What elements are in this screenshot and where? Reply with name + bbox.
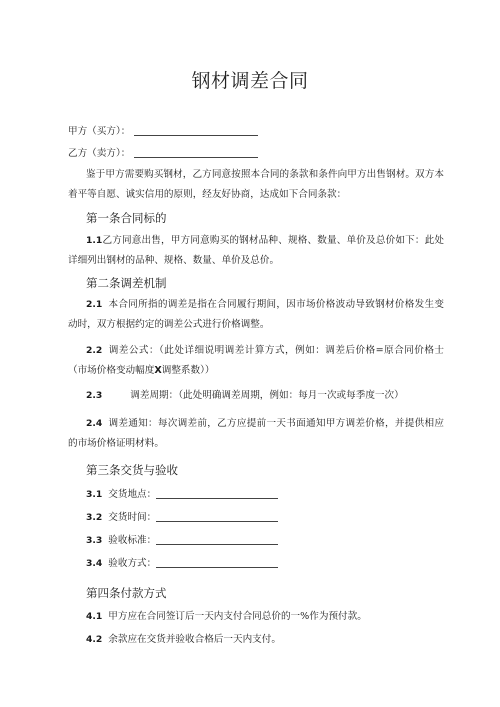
article4-p2 <box>86 631 281 649</box>
article2-p1 <box>68 295 444 335</box>
article1-p1-text: 乙方同意出售，甲方同意购买的钢材品种、规格、数量、单价及总价如下：此处详细列出钢材的品种、规格、数量、单价及总价。 <box>68 235 444 266</box>
article4-p2-text: 余款应在交货并验收合格后一天内支付。 <box>108 634 281 645</box>
article2-p2-num: 2.2 <box>86 345 103 356</box>
buyer-line <box>68 122 258 141</box>
article2-p3-text: 调差周期：（此处明确调差周期，例如：每月一次或每季度一次） <box>130 390 404 401</box>
preamble: 鉴于甲方需要购买钢材，乙方同意按照本合同的条款和条件向甲方出售钢材。双方本着平等自愿、诚实信用的原则，经友好协商，达成如下合同条款： <box>68 169 444 200</box>
article2-p4-num: 2.4 <box>86 418 103 429</box>
seller-label: 乙方（卖方）： <box>68 148 131 159</box>
article3-item-4 <box>86 555 278 573</box>
article3-item-3-num: 3.3 <box>86 535 103 546</box>
article4-p1-text: 甲方应在合同签订后一天内支付合同总价的一%作为预付款。 <box>108 611 367 622</box>
article2-p2-x: X <box>154 365 162 376</box>
buyer-blank[interactable] <box>134 124 258 136</box>
article3-item-2-blank[interactable] <box>156 510 278 522</box>
article2-p1-num: 2.1 <box>86 299 103 310</box>
article3-item-1 <box>86 486 278 504</box>
article4-p2-num: 4.2 <box>86 634 103 645</box>
article3-item-1-label: 交货地点： <box>108 489 157 500</box>
article3-item-2-label: 交货时间： <box>108 512 157 523</box>
article1-p1-num: 1.1 <box>86 235 103 246</box>
article3-item-4-blank[interactable] <box>156 556 278 568</box>
buyer-label: 甲方（买方）： <box>68 126 131 137</box>
article2-p2-text-b: 调整系数）） <box>161 365 215 376</box>
article4-heading: 第四条付款方式 <box>86 586 167 600</box>
article3-item-4-num: 3.4 <box>86 558 103 569</box>
article3-item-1-num: 3.1 <box>86 489 103 500</box>
article4-p1-num: 4.1 <box>86 611 103 622</box>
article3-item-1-blank[interactable] <box>156 487 278 499</box>
article3-heading: 第三条交货与验收 <box>86 463 178 477</box>
article1-p1 <box>68 231 444 271</box>
article2-p2 <box>68 341 444 381</box>
article2-heading: 第二条调差机制 <box>86 276 167 290</box>
article3-item-2-num: 3.2 <box>86 512 103 523</box>
seller-blank[interactable] <box>134 146 258 158</box>
article4-p1 <box>86 608 367 626</box>
article3-item-4-label: 验收方式： <box>108 558 157 569</box>
article3-item-3 <box>86 532 278 550</box>
article3-item-3-blank[interactable] <box>156 533 278 545</box>
article3-item-2 <box>86 509 278 527</box>
article2-p2-text-a: 调差公式：（此处详细说明调差计算方式，例如：调差后价格=原合同价格士（市场价格变动幅度 <box>68 345 444 376</box>
article2-p4 <box>68 414 444 454</box>
article2-p1-text: 本合同所指的调差是指在合同履行期间，因市场价格波动导致钢材价格发生变动时，双方根据约定的调差公式进行价格调整。 <box>68 299 444 330</box>
article2-p4-text: 调差通知：每次调差前，乙方应提前一天书面通知甲方调差价格，并提供相应的市场价格证明材料。 <box>68 418 444 449</box>
seller-line <box>68 144 258 163</box>
article3-item-3-label: 验收标准： <box>108 535 157 546</box>
article2-p3-num: 2.3 <box>86 390 103 401</box>
article2-p3 <box>86 387 404 405</box>
document-title: 钢材调差合同 <box>191 70 309 92</box>
article1-heading: 第一条合同标的 <box>86 211 167 225</box>
